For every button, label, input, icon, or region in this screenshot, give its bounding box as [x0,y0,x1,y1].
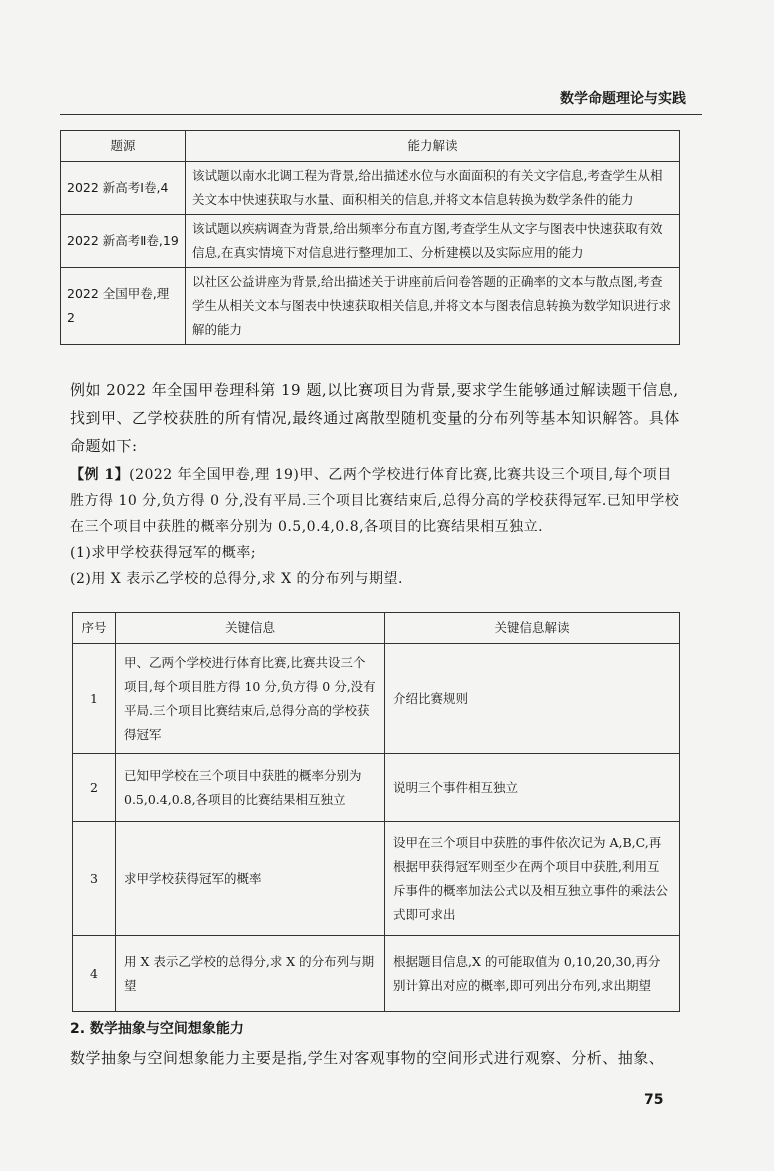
source-cell: 2022 新高考Ⅰ卷,4 [61,162,186,215]
example-block [70,462,686,592]
ability-cell: 以社区公益讲座为背景,给出描述关于讲座前后问卷答题的正确率的文本与散点图,考查学生从相关文本与图表中快速获取相关信息,并将文本与图表信息转换为数学知识进行求解的能力 [186,268,680,345]
column-header: 关键信息解读 [385,613,680,644]
intro-paragraph: 例如 2022 年全国甲卷理科第 19 题,以比赛项目为背景,要求学生能够通过解读题干信息,找到甲、乙学校获胜的所有情况,最终通过离散型随机变量的分布列等基本知识解答。具体命题如下: [70,381,680,455]
page-number: 75 [644,1092,664,1108]
table-row [61,268,680,345]
column-header: 关键信息 [116,613,385,644]
section-paragraph: 数学抽象与空间想象能力主要是指,学生对客观事物的空间形式进行观察、分析、抽象、 [70,1049,665,1067]
column-header: 题源 [61,131,186,162]
question-2: (2)用 X 表示乙学校的总得分,求 X 的分布列与期望. [70,571,403,587]
row-number: 3 [73,822,116,936]
row-number: 1 [73,644,116,754]
page-header [60,78,702,115]
key-info-table [72,612,680,1012]
table-row [73,822,680,936]
question-1: (1)求甲学校获得冠军的概率; [70,545,257,561]
example-statement [70,462,686,540]
running-title: 数学命题理论与实践 [560,91,686,107]
key-info-cell: 甲、乙两个学校进行体育比赛,比赛共设三个项目,每个项目胜方得 10 分,负方得 0 分,没有平局.三个项目比赛结束后,总得分高的学校获得冠军 [116,644,385,754]
example-text: (2022 年全国甲卷,理 19)甲、乙两个学校进行体育比赛,比赛共设三个项目,每个项目胜方得 10 分,负方得 0 分,没有平局.三个项目比赛结束后,总得分高的学校获得冠军.已知甲学校在三个项目中获胜的概率分别为 0.5,0.4,0.8,各项目的比赛结果相互独立. [70,467,680,535]
ability-cell: 该试题以南水北调工程为背景,给出描述水位与水面面积的有关文字信息,考查学生从相关文本中快速获取与水量、面积相关的信息,并将文本信息转换为数学条件的能力 [186,162,680,215]
section-heading: 2. 数学抽象与空间想象能力 [70,1021,244,1037]
explain-cell: 根据题目信息,X 的可能取值为 0,10,20,30,再分别计算出对应的概率,即可列出分布列,求出期望 [385,936,680,1012]
column-header: 能力解读 [186,131,680,162]
ability-cell: 该试题以疾病调查为背景,给出频率分布直方图,考查学生从文字与图表中快速获取有效信息,在真实情境下对信息进行整理加工、分析建模以及实际应用的能力 [186,215,680,268]
table-row [73,644,680,754]
explain-cell: 说明三个事件相互独立 [385,754,680,822]
source-cell: 2022 全国甲卷,理 2 [61,268,186,345]
source-cell: 2022 新高考Ⅱ卷,19 [61,215,186,268]
table-row [61,215,680,268]
row-number: 2 [73,754,116,822]
table-row [61,162,680,215]
row-number: 4 [73,936,116,1012]
key-info-cell: 求甲学校获得冠军的概率 [116,822,385,936]
key-info-cell: 已知甲学校在三个项目中获胜的概率分别为 0.5,0.4,0.8,各项目的比赛结果相互独立 [116,754,385,822]
table-header-row [73,613,680,644]
explain-cell: 设甲在三个项目中获胜的事件依次记为 A,B,C,再根据甲获得冠军则至少在两个项目中获胜,利用互斥事件的概率加法公式以及相互独立事件的乘法公式即可求出 [385,822,680,936]
explain-cell: 介绍比赛规则 [385,644,680,754]
table-header-row [61,131,680,162]
ability-table [60,130,680,345]
column-header: 序号 [73,613,116,644]
example-tag: 【例 1】 [70,467,130,483]
table-row [73,754,680,822]
key-info-cell: 用 X 表示乙学校的总得分,求 X 的分布列与期望 [116,936,385,1012]
table-row [73,936,680,1012]
